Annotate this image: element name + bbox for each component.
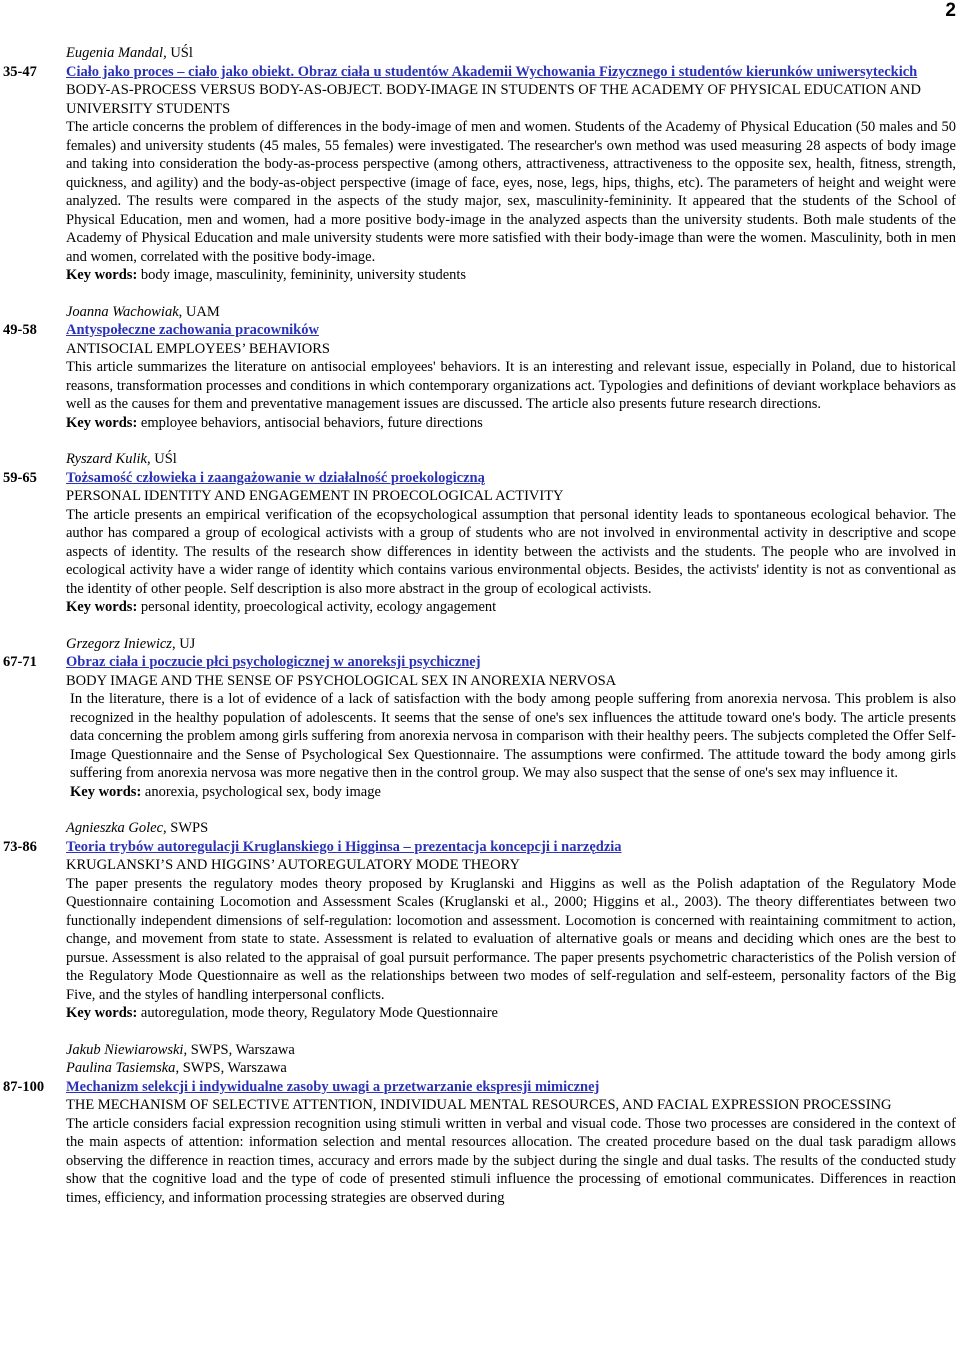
article-title-polish[interactable]: Mechanizm selekcji i indywidualne zasoby uwagi a przetwarzanie ekspresji mimicznej bbox=[66, 1078, 600, 1095]
author-line bbox=[66, 44, 956, 63]
article-title-polish[interactable]: Obraz ciała i poczucie płci psychologicznej w anoreksji psychicznej bbox=[66, 654, 481, 670]
article-title-english: THE MECHANISM OF SELECTIVE ATTENTION, INDIVIDUAL MENTAL RESOURCES, AND FACIAL EXPRESSION PROCESSING bbox=[66, 1097, 892, 1113]
author-affiliation: , SWPS, Warszawa bbox=[183, 1041, 295, 1058]
article-title-english: KRUGLANSKI’S AND HIGGINS’ AUTOREGULATORY MODE THEORY bbox=[66, 857, 520, 873]
article-abstract: The article concerns the problem of differences in the body-image of men and women. Students of the Academy of Physical Education (50 males and 50 females) and university students (45 males, 55 females) were investigated. The researcher's own method was used measuring 28 aspects of body image and taking into consideration the body-as-process perspective (among others, attractiveness, attractiveness to the opposite sex, health, fitness, strength, quickness, and agility) and the body-as-object perspective (image of face, eyes, nose, legs, hips, thighs, etc). The parameters of height and weight were analyzed. The results were compared in the aspects of the study major, sex, masculinity-femininity. It appeared that the students of the School of Physical Education, men and women, had a more positive body-image in the analyzed aspects than the university students. Both male students of the Academy of Physical Education and male university students were more satisfied with their body-image than were the women. Masculinity, both in men and women, correlated with the positive body-image. bbox=[66, 119, 956, 265]
article-title-polish[interactable]: Tożsamość człowieka i zaangażowanie w działalność proekologiczną bbox=[66, 469, 485, 486]
author-line bbox=[66, 635, 956, 654]
article-abstract: The paper presents the regulatory modes theory proposed by Kruglanski and Higgins as well as the Polish adaptation of the Regulatory Mode Questionnaire containing Locomotion and Assessment Scales (Kruglanski et al., 2000; Higgins et al., 2003). The theory differentiates between two functionally independent dimensions of self-regulation: locomotion and assessment. Locomotion is concerned with reaintaining commitment to action, change, and movement from state to state. Assessment is related to evaluation of alternative goals or means and deciding which ones are the best to pursue. Assessment is also related to the appraisal of goal pursuit performance. The paper presents psychometric characteristics of the Polish version of the Regulatory Mode Questionnaire as well as the relationships between two modes of self-regulation and self-esteem, personality factors of the Big Five, and the styles of handling interpersonal conflicts. bbox=[66, 875, 956, 1003]
keywords-text: personal identity, proecological activity, ecology angagement bbox=[137, 599, 497, 615]
page-number: 2 bbox=[945, 0, 956, 21]
article-abstract: This article summarizes the literature on antisocial employees' behaviors. It is an interesting and relevant issue, especially in Poland, due to historical reasons, transformation processes and conditions in which contemporary organizations act. Typologies and definitions of deviant workplace behaviors as well as the causes for them and preventative management issues are discussed. The article also presents future research directions. bbox=[66, 359, 956, 412]
keywords-line bbox=[66, 266, 956, 285]
entries-list bbox=[0, 44, 960, 1225]
author-line bbox=[66, 450, 956, 469]
entry bbox=[0, 819, 960, 1023]
author-line bbox=[66, 1059, 956, 1078]
author-name: Jakub Niewiarowski bbox=[66, 1041, 184, 1058]
article-title-english: ANTISOCIAL EMPLOYEES’ BEHAVIORS bbox=[66, 340, 330, 357]
entry bbox=[0, 1041, 960, 1208]
page-range: 67-71 bbox=[3, 654, 37, 670]
article-title-polish[interactable]: Antyspołeczne zachowania pracowników bbox=[66, 322, 319, 338]
article-title-polish[interactable]: Ciało jako proces – ciało jako obiekt. Obraz ciała u studentów Akademii Wychowania Fizycznego i studentów kierunków uniwersyteckich bbox=[66, 63, 918, 80]
author-affiliation: , UAM bbox=[178, 303, 220, 320]
article-title-english: BODY IMAGE AND THE SENSE OF PSYCHOLOGICAL SEX IN ANOREXIA NERVOSA bbox=[66, 672, 617, 689]
article-title-english: BODY-AS-PROCESS VERSUS BODY-AS-OBJECT. BODY-IMAGE IN STUDENTS OF THE ACADEMY OF PHYSICAL EDUCATION AND UNIVERSITY STUDENTS bbox=[66, 82, 921, 117]
article-title-english: PERSONAL IDENTITY AND ENGAGEMENT IN PROECOLOGICAL ACTIVITY bbox=[66, 488, 564, 504]
entry bbox=[0, 44, 960, 285]
page-range: 87-100 bbox=[3, 1078, 45, 1095]
keywords-line bbox=[66, 783, 956, 802]
page-range: 59-65 bbox=[3, 469, 37, 486]
keywords-text: employee behaviors, antisocial behaviors, future directions bbox=[137, 414, 483, 431]
keywords-label: Key words: bbox=[70, 783, 142, 800]
entry bbox=[0, 635, 960, 802]
author-affiliation: , UŚl bbox=[146, 451, 177, 467]
keywords-label: Key words: bbox=[66, 267, 138, 283]
author-line bbox=[66, 819, 956, 838]
keywords-line bbox=[66, 1004, 956, 1023]
author-line bbox=[66, 303, 956, 322]
keywords-text: autoregulation, mode theory, Regulatory Mode Questionnaire bbox=[137, 1005, 498, 1021]
article-title-polish[interactable]: Teoria trybów autoregulacji Kruglanskiego i Higginsa – prezentacja koncepcji i narzędzia bbox=[66, 838, 622, 855]
article-abstract: The article considers facial expression recognition using stimuli written in verbal and visual code. Those two processes are considered in the context of the main aspects of attention: information selection and mental resources allocation. The created procedure based on the dual task paradigm allows observing the difference in reaction times, accuracy and errors made by the subject during the single and dual tasks. The results of the conducted study show that the cognitive load and the type of code of presented stimuli influence the processing of emotional communicates. Differences in reaction times, efficiency, and information processing strategies are observed during bbox=[66, 1115, 956, 1206]
entry bbox=[0, 450, 960, 617]
author-name: Grzegorz Iniewicz bbox=[66, 635, 172, 652]
author-line bbox=[66, 1041, 956, 1060]
author-name: Ryszard Kulik bbox=[66, 451, 147, 467]
author-name: Agnieszka Golec bbox=[66, 820, 164, 836]
page-range: 49-58 bbox=[3, 322, 37, 338]
page-range: 35-47 bbox=[3, 63, 37, 80]
author-name: Joanna Wachowiak bbox=[66, 303, 179, 320]
keywords-text: body image, masculinity, femininity, university students bbox=[137, 267, 467, 283]
keywords-label: Key words: bbox=[66, 599, 138, 615]
author-affiliation: , UJ bbox=[171, 635, 196, 652]
keywords-label: Key words: bbox=[66, 414, 138, 431]
keywords-line bbox=[66, 598, 956, 617]
page-range: 73-86 bbox=[3, 838, 37, 855]
author-affiliation: , SWPS bbox=[163, 820, 209, 836]
article-abstract: The article presents an empirical verification of the ecopsychological assumption that personal identity leads to spontaneous ecological behavior. The author has compared a group of ecological activists with a group of students who are not involved in environmental activity in descriptive and scope aspects of identity. The results of the research show differences in identity between the activists and the students. The people who are involved in ecological activity have a wider range of identity which contains various environmental objects. Besides, the activists' identity is not as conventional as the identity of other people. Self description is also more abstract in the group of ecological activists. bbox=[66, 506, 956, 597]
author-affiliation: , UŚl bbox=[163, 45, 193, 61]
entry bbox=[0, 303, 960, 433]
keywords-label: Key words: bbox=[66, 1005, 138, 1021]
keywords-text: anorexia, psychological sex, body image bbox=[141, 783, 381, 800]
keywords-line bbox=[66, 414, 956, 433]
article-abstract: In the literature, there is a lot of evidence of a lack of satisfaction with the body among people suffering from anorexia nervosa. This problem is also recognized in the healthy population of adolescents. It seems that the sense of one's sex influences the attitude toward one's body. The article presents data concerning the problem among girls suffering from anorexia nervosa in comparison with their healthy peers. The subjects completed the Offer Self-Image Questionnaire and the Sense of Psychological Sex Questionnaire. The assumptions were confirmed. The attitude toward the body among girls suffering from anorexia nervosa was more negative then in the control group. We may also suspect that the sense of one's sex may influence it. bbox=[70, 691, 956, 781]
author-name: Paulina Tasiemska bbox=[66, 1060, 176, 1076]
author-affiliation: , SWPS, Warszawa bbox=[175, 1060, 287, 1076]
author-name: Eugenia Mandal bbox=[66, 45, 164, 61]
